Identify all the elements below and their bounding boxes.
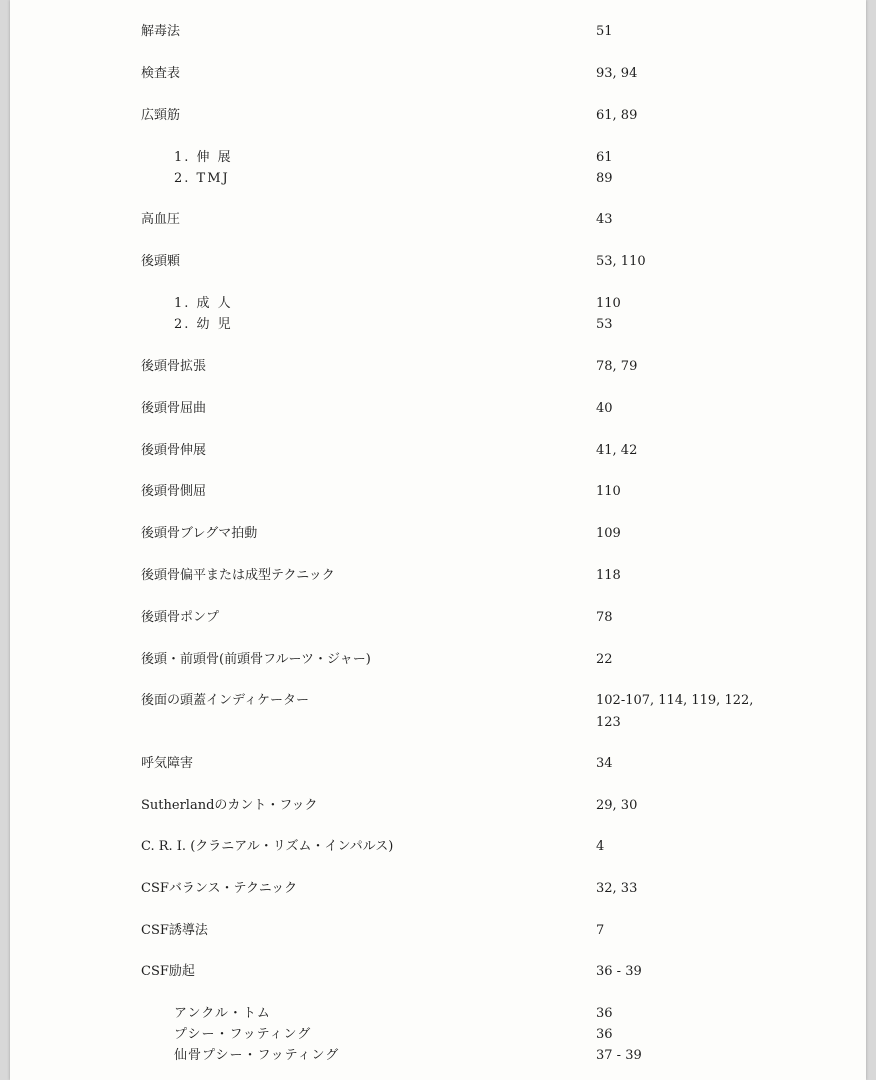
index-term: 高血圧 <box>141 212 181 227</box>
index-page-numbers: 53 <box>596 317 613 332</box>
index-entry <box>10 105 866 127</box>
index-pages <box>596 481 621 503</box>
index-pages <box>596 398 613 420</box>
index-pages <box>596 251 646 273</box>
index-entry <box>10 1003 866 1025</box>
index-term: 2. 幼 児 <box>174 317 233 332</box>
index-page-numbers: 93, 94 <box>596 66 638 81</box>
index-entry <box>10 398 866 420</box>
index-page-numbers: 36 <box>596 1006 613 1021</box>
index-term: CSFバランス・テクニック <box>141 881 298 896</box>
index-pages <box>596 293 621 315</box>
index-entry <box>10 795 866 817</box>
index-term: 仙骨プシー・フッティング <box>174 1048 340 1063</box>
index-page-numbers: 78 <box>596 610 613 625</box>
index-page-numbers: 41, 42 <box>596 443 638 458</box>
index-entry <box>10 147 866 169</box>
index-entry <box>10 1045 866 1067</box>
index-term: 後面の頭蓋インディケーター <box>141 693 309 708</box>
index-entry <box>10 293 866 315</box>
index-term: Sutherlandのカント・フック <box>141 798 318 813</box>
index-entry <box>10 920 866 942</box>
index-page-numbers: 29, 30 <box>596 798 638 813</box>
index-pages <box>596 920 604 942</box>
index-pages <box>596 607 613 629</box>
index-pages <box>596 1003 613 1025</box>
index-pages <box>596 147 613 169</box>
index-term: 後頭骨偏平または成型テクニック <box>141 568 335 583</box>
index-pages <box>596 878 637 900</box>
index-entry <box>10 168 866 190</box>
index-term: 広頸筋 <box>141 108 181 123</box>
index-term: 後頭顆 <box>141 254 181 269</box>
index-entry <box>10 21 866 43</box>
index-pages <box>596 753 613 775</box>
index-term: 1. 伸 展 <box>174 150 233 165</box>
index-entry <box>10 209 866 231</box>
index-page-numbers: 32, 33 <box>596 881 638 896</box>
index-page-numbers: 36 <box>596 1027 613 1042</box>
index-entry <box>10 565 866 587</box>
index-page-numbers: 22 <box>596 652 613 667</box>
index-entry <box>10 753 866 775</box>
index-term: 後頭骨側屈 <box>141 484 207 499</box>
index-term: アンクル・トム <box>174 1006 271 1021</box>
index-pages <box>596 565 621 587</box>
index-entry <box>10 649 866 671</box>
index-term: 後頭骨ブレグマ拍動 <box>141 526 258 541</box>
index-pages <box>596 836 604 858</box>
index-pages <box>596 440 637 462</box>
index-term: 後頭骨屈曲 <box>141 401 207 416</box>
index-entry <box>10 690 866 730</box>
index-page-numbers: 89 <box>596 171 613 186</box>
index-term: 後頭骨伸展 <box>141 443 207 458</box>
index-term: CSF励起 <box>141 964 195 979</box>
index-term: 後頭・前頭骨(前頭骨フルーツ・ジャー) <box>141 652 371 667</box>
index-entry <box>10 523 866 545</box>
index-page-numbers: 40 <box>596 401 613 416</box>
index-entry <box>10 961 866 983</box>
index-entry <box>10 440 866 462</box>
index-term: プシー・フッティング <box>174 1027 312 1042</box>
index-pages <box>596 690 753 734</box>
index-page-numbers: 7 <box>596 923 605 938</box>
index-entry <box>10 63 866 85</box>
index-page-numbers: 109 <box>596 526 621 541</box>
index-term: 2. TMJ <box>174 171 230 186</box>
index-page-numbers: 110 <box>596 296 621 311</box>
index-pages <box>596 105 637 127</box>
index-pages <box>596 21 613 43</box>
index-page-numbers: 110 <box>596 484 621 499</box>
index-term: 後頭骨ポンプ <box>141 610 220 625</box>
index-page-numbers: 36 - 39 <box>596 964 642 979</box>
index-page-numbers: 78, 79 <box>596 359 638 374</box>
index-page-numbers: 61, 89 <box>596 108 638 123</box>
index-pages <box>596 356 637 378</box>
index-page-numbers: 4 <box>596 839 605 854</box>
index-page-numbers: 61 <box>596 150 613 165</box>
index-term: 検査表 <box>141 66 181 81</box>
index-entry <box>10 607 866 629</box>
index-pages <box>596 649 613 671</box>
index-page-numbers: 118 <box>596 568 621 583</box>
index-pages <box>596 795 637 817</box>
index-page-numbers: 37 - 39 <box>596 1048 642 1063</box>
index-pages <box>596 961 642 983</box>
index-term: C. R. I. (クラニアル・リズム・インパルス) <box>141 839 394 854</box>
index-term: 呼気障害 <box>141 756 194 771</box>
index-pages <box>596 63 637 85</box>
index-pages <box>596 523 621 545</box>
index-entry <box>10 314 866 336</box>
index-term: CSF誘導法 <box>141 923 208 938</box>
index-entry <box>10 251 866 273</box>
index-page-numbers: 102-107, 114, 119, 122, <box>596 693 754 708</box>
index-pages <box>596 1045 642 1067</box>
index-entry <box>10 1024 866 1046</box>
index-term: 解毒法 <box>141 24 181 39</box>
index-page <box>10 0 866 1080</box>
index-pages <box>596 1024 613 1046</box>
index-term: 1. 成 人 <box>174 296 233 311</box>
index-pages <box>596 168 613 190</box>
index-page-numbers-continued: 123 <box>596 715 621 730</box>
index-entry <box>10 356 866 378</box>
index-entry <box>10 878 866 900</box>
index-page-numbers: 34 <box>596 756 613 771</box>
index-page-numbers: 43 <box>596 212 613 227</box>
index-entry <box>10 836 866 858</box>
index-pages <box>596 314 613 336</box>
index-page-numbers: 51 <box>596 24 613 39</box>
index-term: 後頭骨拡張 <box>141 359 207 374</box>
index-page-numbers: 53, 110 <box>596 254 646 269</box>
index-pages <box>596 209 613 231</box>
index-entry <box>10 481 866 503</box>
